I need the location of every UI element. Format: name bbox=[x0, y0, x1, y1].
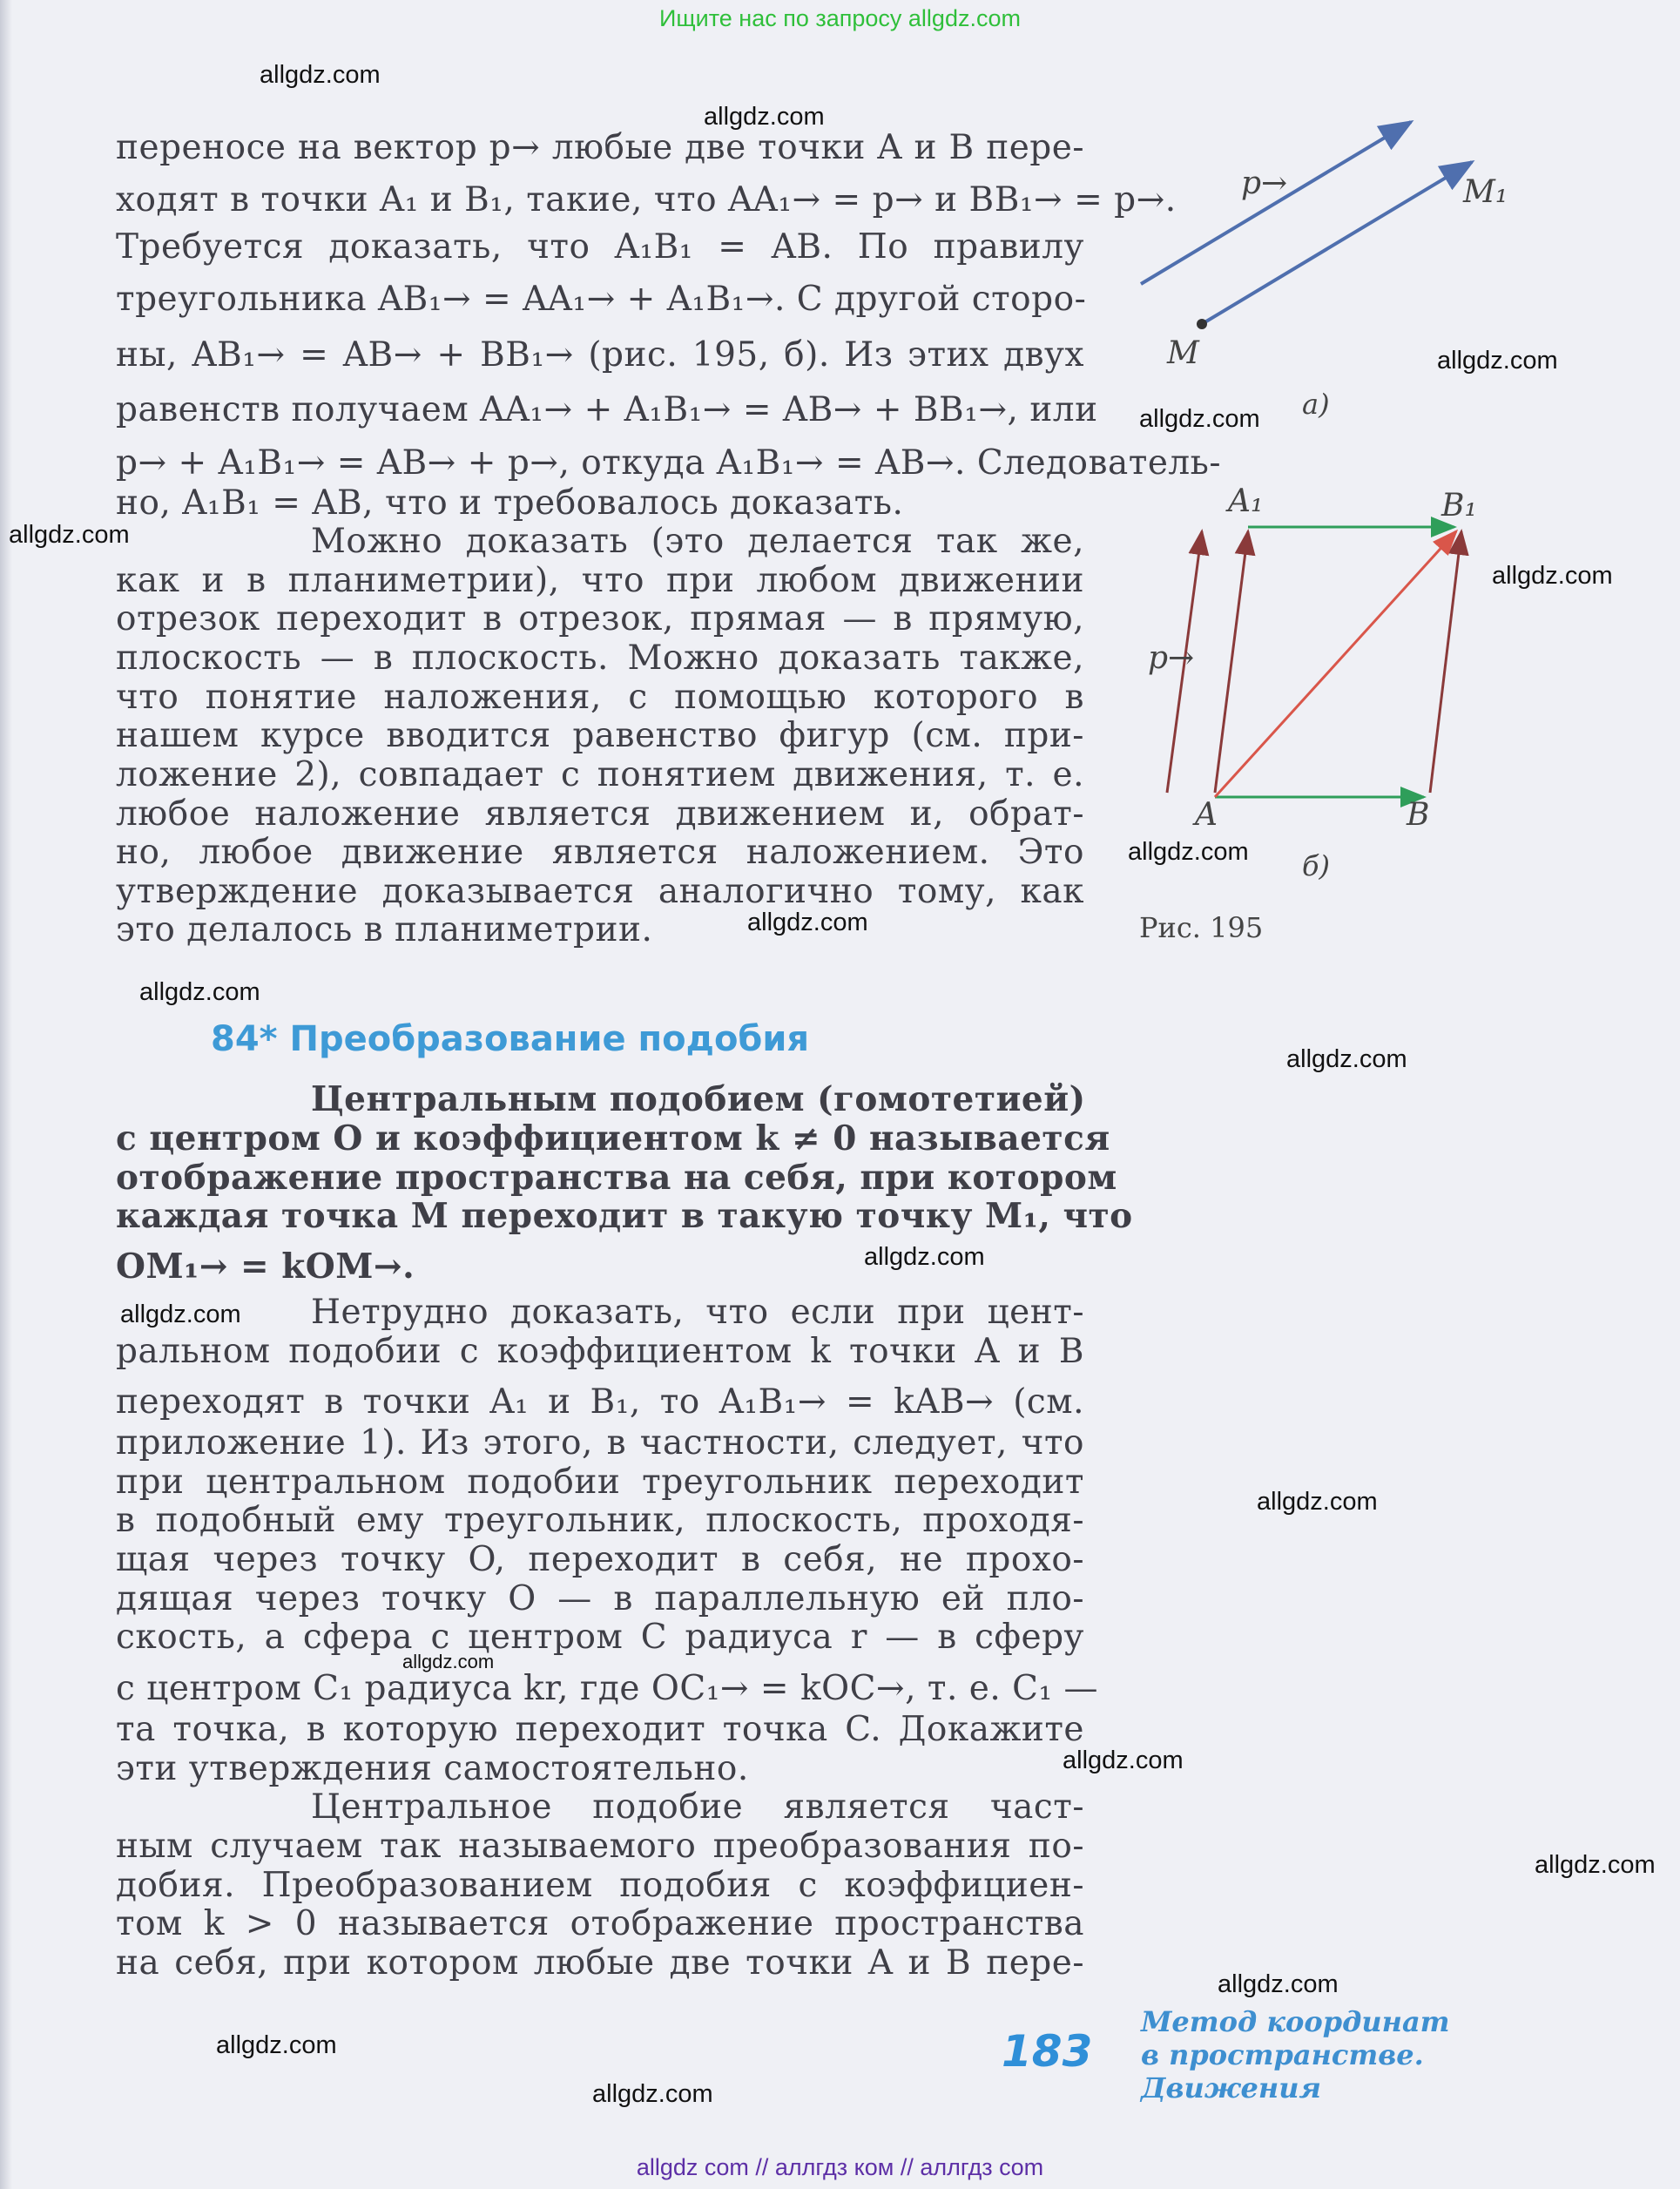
text-line: треугольника AB₁→ = AA₁→ + A₁B₁→. С другой сторо- bbox=[116, 280, 1087, 319]
text-line: с центром C₁ радиуса kr, где OC₁→ = kOC→, т. е. C₁ — bbox=[116, 1669, 1099, 1708]
watermark[interactable]: allgdz.com bbox=[260, 61, 381, 89]
text-line: это делалось в планиметрии. bbox=[116, 910, 653, 949]
text-line: та точка, в которую переходит точка C. Докажите bbox=[116, 1710, 1084, 1749]
point-m bbox=[1197, 319, 1207, 329]
text-line: щая через точку O, переходит в себя, не прохо- bbox=[116, 1540, 1084, 1579]
watermark[interactable]: allgdz.com bbox=[592, 2080, 713, 2108]
text-line: эти утверждения самостоятельно. bbox=[116, 1749, 749, 1788]
text-line: плоскость — в плоскость. Можно доказать также, bbox=[116, 638, 1084, 678]
text-line: утверждение доказывается аналогично тому, как bbox=[116, 872, 1084, 911]
page-edge-shadow bbox=[0, 0, 12, 2189]
watermark[interactable]: allgdz.com bbox=[1257, 1488, 1378, 1516]
fig-b-point-a1-label: A₁ bbox=[1228, 483, 1264, 519]
watermark[interactable]: allgdz.com bbox=[704, 103, 825, 131]
text-line: ны, AB₁→ = AB→ + BB₁→ (рис. 195, б). Из этих двух bbox=[116, 335, 1084, 375]
watermark[interactable]: allgdz.com bbox=[864, 1243, 985, 1271]
text-line: но, любое движение является наложением. Это bbox=[116, 833, 1084, 872]
text-line: любое наложение является движением и, обрат- bbox=[116, 794, 1084, 834]
fig-b-vector-label: p→ bbox=[1148, 640, 1195, 676]
text-line: как и в планиметрии), что при любом движении bbox=[116, 561, 1084, 600]
chapter-footer-line: Метод координат bbox=[1141, 2005, 1450, 2038]
fig-b-point-a-label: A bbox=[1195, 797, 1218, 833]
fig-a-point-m1-label: M₁ bbox=[1463, 174, 1508, 210]
figure-caption: Рис. 195 bbox=[1139, 911, 1264, 944]
chapter-footer-line: Движения bbox=[1141, 2071, 1321, 2105]
vector-aa1 bbox=[1215, 531, 1248, 793]
watermark[interactable]: allgdz.com bbox=[139, 978, 260, 1006]
fig-a-vector-label: p→ bbox=[1241, 166, 1288, 201]
text-line: равенств получаем AA₁→ + A₁B₁→ = AB→ + BB₁→, или bbox=[116, 390, 1098, 429]
text-line: ральном подобии с коэффициентом k точки A и B bbox=[116, 1332, 1084, 1371]
definition-line: отображение пространства на себя, при котором bbox=[116, 1158, 1117, 1198]
bottom-banner[interactable]: allgdz com // аллгдз ком // аллгдз com bbox=[636, 2154, 1044, 2180]
text-line: отрезок переходит в отрезок, прямая — в прямую, bbox=[116, 599, 1084, 638]
text-line: ходят в точки A₁ и B₁, такие, что AA₁→ = p→ и BB₁→ = p→. bbox=[116, 180, 1177, 220]
text-line: нашем курсе вводится равенство фигур (см. при- bbox=[116, 716, 1084, 755]
text-line: Требуется доказать, что A₁B₁ = AB. По правилу bbox=[116, 227, 1084, 267]
watermark[interactable]: allgdz.com bbox=[1139, 405, 1260, 433]
text-line: приложение 1). Из этого, в частности, следует, что bbox=[116, 1423, 1084, 1463]
text-line: на себя, при котором любые две точки A и B пере- bbox=[116, 1943, 1084, 1983]
watermark[interactable]: allgdz.com bbox=[1492, 562, 1613, 590]
text-line: том k > 0 называется отображение пространства bbox=[116, 1904, 1084, 1943]
chapter-footer bbox=[1141, 2005, 1472, 2105]
figure-b bbox=[1150, 505, 1515, 819]
vector-ab1 bbox=[1215, 531, 1456, 797]
watermark[interactable]: allgdz.com bbox=[9, 521, 130, 549]
chapter-footer-line: в пространстве. bbox=[1141, 2038, 1424, 2071]
text-line: Можно доказать (это делается так же, bbox=[311, 522, 1084, 561]
fig-b-sublabel: б) bbox=[1302, 849, 1331, 882]
text-line: скость, а сфера с центром C радиуса r — в сферу bbox=[116, 1618, 1084, 1657]
page-number: 183 bbox=[1002, 2026, 1093, 2077]
fig-b-point-b1-label: B₁ bbox=[1441, 488, 1477, 524]
watermark[interactable]: allgdz.com bbox=[1437, 347, 1558, 375]
definition-line: каждая точка M переходит в такую точку M₁, что bbox=[116, 1196, 1133, 1236]
text-line: но, A₁B₁ = AB, что и требовалось доказать. bbox=[116, 483, 904, 523]
definition-line: Центральным подобием (гомотетией) bbox=[311, 1079, 1086, 1119]
fig-a-sublabel: а) bbox=[1302, 388, 1330, 421]
text-line: в подобный ему треугольник, плоскость, проходя- bbox=[116, 1501, 1084, 1540]
watermark[interactable]: allgdz.com bbox=[1218, 1970, 1339, 1998]
watermark[interactable]: allgdz.com bbox=[1128, 838, 1249, 866]
section-heading: 84* Преобразование подобия bbox=[211, 1019, 810, 1059]
watermark[interactable]: allgdz.com bbox=[1063, 1746, 1184, 1774]
text-line: переходят в точки A₁ и B₁, то A₁B₁→ = kAB→ (см. bbox=[116, 1382, 1084, 1422]
watermark[interactable]: allgdz.com bbox=[120, 1301, 241, 1328]
watermark[interactable]: allgdz.com bbox=[747, 909, 868, 936]
text-line: добия. Преобразованием подобия с коэффициен- bbox=[116, 1866, 1084, 1905]
text-line: при центральном подобии треугольник переходит bbox=[116, 1463, 1084, 1502]
watermark[interactable]: allgdz.com bbox=[216, 2031, 337, 2059]
top-banner[interactable]: Ищите нас по запросу allgdz.com bbox=[659, 5, 1021, 31]
definition-line: с центром O и коэффициентом k ≠ 0 называется bbox=[116, 1118, 1110, 1159]
fig-b-point-b-label: B bbox=[1407, 797, 1430, 833]
text-line: Центральное подобие является част- bbox=[311, 1787, 1084, 1827]
text-line: Нетрудно доказать, что если при цент- bbox=[311, 1293, 1084, 1332]
text-line: ным случаем так называемого преобразования по- bbox=[116, 1827, 1084, 1866]
fig-a-point-m-label: M bbox=[1167, 335, 1199, 371]
watermark[interactable]: allgdz.com bbox=[1535, 1851, 1656, 1879]
text-line: что понятие наложения, с помощью которого в bbox=[116, 678, 1084, 717]
text-line: дящая через точку O — в параллельную ей пло- bbox=[116, 1579, 1084, 1618]
text-line: p→ + A₁B₁→ = AB→ + p→, откуда A₁B₁→ = AB→. Следователь- bbox=[116, 443, 1222, 483]
watermark[interactable]: allgdz.com bbox=[402, 1651, 495, 1672]
watermark[interactable]: allgdz.com bbox=[1286, 1045, 1407, 1073]
definition-line: OM₁→ = kOM→. bbox=[116, 1247, 415, 1287]
vector-bb1 bbox=[1430, 531, 1461, 793]
text-line: ложение 2), совпадает с понятием движения, т. е. bbox=[116, 755, 1084, 794]
text-line: переносе на вектор p→ любые две точки A и B пере- bbox=[116, 128, 1084, 167]
vector-p-line bbox=[1141, 122, 1411, 284]
